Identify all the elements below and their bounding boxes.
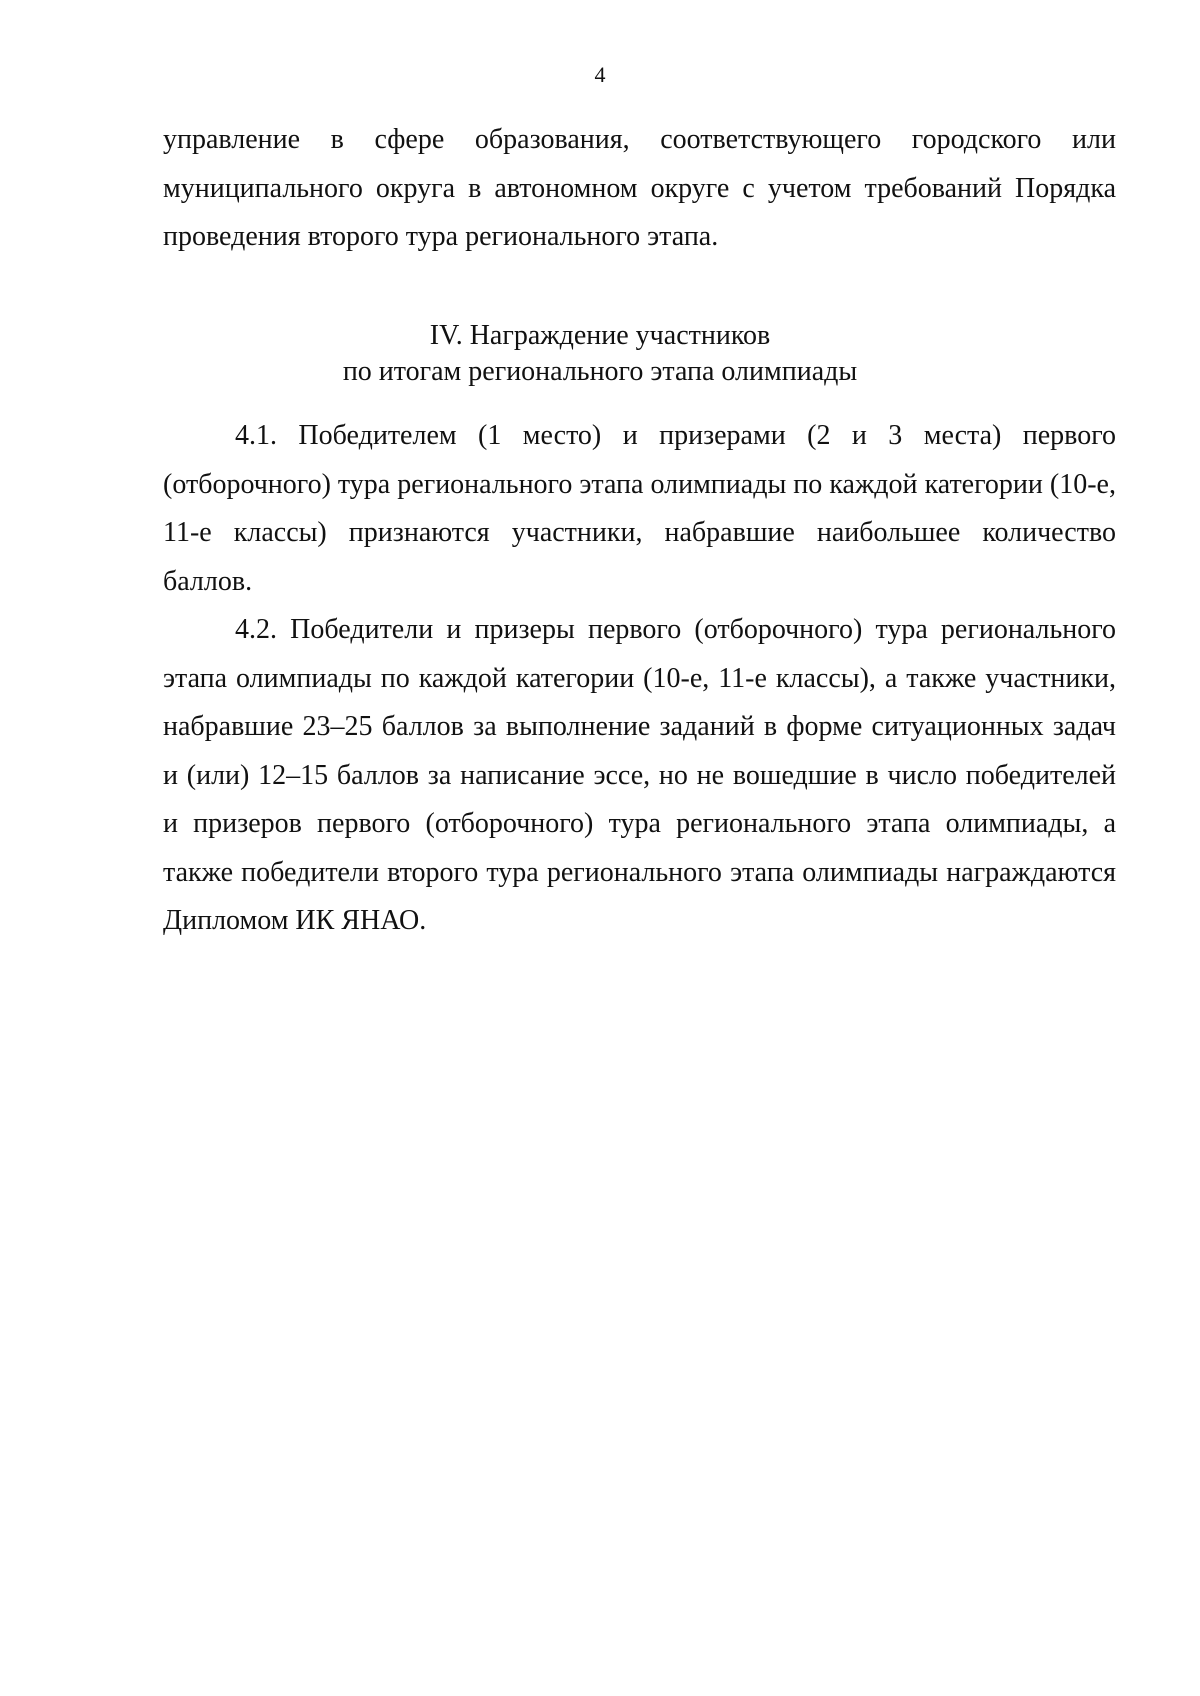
paragraph-4-2: 4.2. Победители и призеры первого (отборочного) тура регионального этапа олимпиады по каждой категории (10-е, 11-е классы), а также участники, набравшие 23–25 баллов за выполнение заданий в форме ситуационных задач и (или) 12–15 баллов за написание эссе, но не вошедшие в число победителей и призеров первого (отборочного) тура регионального этапа олимпиады, а также победители второго тура регионального этапа олимпиады награждаются Дипломом ИК ЯНАО. bbox=[163, 614, 1116, 936]
section-body bbox=[163, 412, 1116, 946]
section-heading-line-2: по итогам регионального этапа олимпиады bbox=[342, 356, 858, 387]
section-heading bbox=[0, 318, 1200, 390]
continuation-paragraph: управление в сфере образования, соответствующего городского или муниципального округа в автономном округе с учетом требований Порядка проведения второго тура регионального этапа. bbox=[163, 124, 1116, 252]
page-number: 4 bbox=[594, 62, 606, 87]
continuation-block bbox=[163, 116, 1116, 262]
paragraph-4-1: 4.1. Победителем (1 место) и призерами (2 и 3 места) первого (отборочного) тура регионального этапа олимпиады по каждой категории (10-е, 11-е классы) признаются участники, набравшие наибольшее количество баллов. bbox=[163, 420, 1116, 597]
section-heading-line-1: IV. Награждение участников bbox=[429, 320, 771, 351]
